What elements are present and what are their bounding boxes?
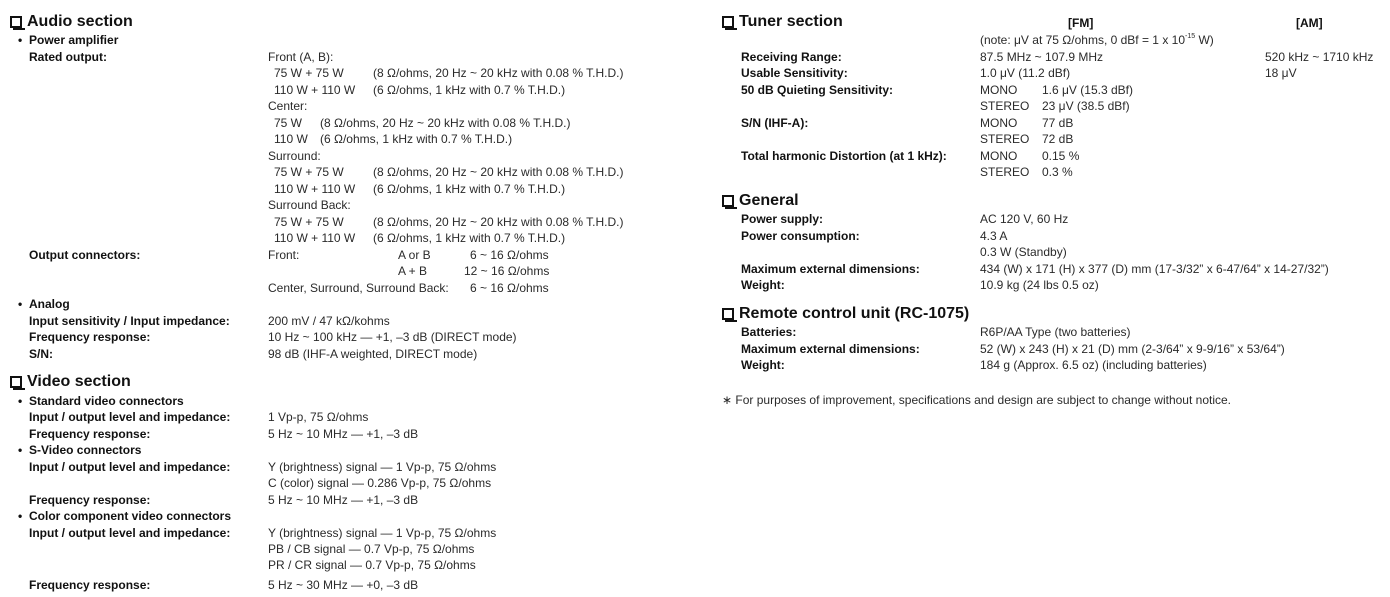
oc-csb-value: 6 ~ 16 Ω/ohms [470,281,549,295]
usable-sensitivity-label: Usable Sensitivity: [741,66,848,80]
surround-back-cond-1: (8 Ω/ohms, 20 Hz ~ 20 kHz with 0.08 % T.H.D.) [373,215,624,229]
quieting-mono-value: 1.6 μV (15.3 dBf) [1042,83,1133,97]
tuner-sn-stereo-value: 72 dB [1042,132,1074,146]
analog-sn-label: S/N: [29,347,53,361]
receiving-range-fm: 87.5 MHz ~ 107.9 MHz [980,50,1104,64]
usable-sensitivity-fm: 1.0 μV (11.2 dBf) [980,66,1071,80]
checkbox-square-icon [10,376,22,388]
remote-section-title: Remote control unit (RC-1075) [739,305,970,322]
remote-dims-label: Maximum external dimensions: [741,342,920,356]
surround-cond-1: (8 Ω/ohms, 20 Hz ~ 20 kHz with 0.08 % T.H.D.) [373,165,624,179]
power-consumption-value-2: 0.3 W (Standby) [980,245,1067,259]
tuner-sn-stereo-label: STEREO [980,132,1030,146]
oc-a-plus-b: A + B [398,264,428,278]
bullet-icon: • [18,394,23,408]
fm-column-header: [FM] [1068,16,1094,30]
checkbox-square-icon [722,195,734,207]
center-power-1: 75 W [274,116,303,130]
analog-freq-label: Frequency response: [29,330,151,344]
front-power-2: 110 W + 110 W [274,83,356,97]
video-section-title: Video section [27,373,131,390]
bullet-icon: • [18,297,23,311]
remote-section-heading [722,304,969,324]
surround-power-1: 75 W + 75 W [274,165,344,179]
usable-sensitivity-am: 18 μV [1265,66,1297,80]
power-consumption-label: Power consumption: [741,229,860,243]
thd-mono-label: MONO [980,149,1018,163]
thd-mono-value: 0.15 % [1042,149,1080,163]
surround-back-power-1: 75 W + 75 W [274,215,344,229]
remote-weight-value: 184 g (Approx. 6.5 oz) (including batteries) [980,358,1207,372]
front-label: Front (A, B): [268,50,334,64]
tuner-section-heading [722,12,843,32]
thd-stereo-label: STEREO [980,165,1030,179]
component-video-subheading: • Color component video connectors [18,509,232,523]
oc-front-label: Front: [268,248,300,262]
std-freq-value: 5 Hz ~ 10 MHz — +1, –3 dB [268,427,419,441]
component-io-value-3: PR / CR signal — 0.7 Vp-p, 75 Ω/ohms [268,558,476,572]
front-cond-1: (8 Ω/ohms, 20 Hz ~ 20 kHz with 0.08 % T.H.D.) [373,66,624,80]
svideo-subheading: • S-Video connectors [18,443,142,457]
output-connectors-label: Output connectors: [29,248,141,262]
tuner-section-title: Tuner section [739,13,843,30]
svideo-freq-label: Frequency response: [29,493,151,507]
power-consumption-value-1: 4.3 A [980,229,1008,243]
checkbox-square-icon [722,16,734,28]
center-label: Center: [268,99,308,113]
component-io-label: Input / output level and impedance: [29,526,231,540]
svideo-freq-value: 5 Hz ~ 10 MHz — +1, –3 dB [268,493,419,507]
general-weight-value: 10.9 kg (24 lbs 0.5 oz) [980,278,1099,292]
standard-video-subheading: • Standard video connectors [18,394,184,408]
oc-a-plus-b-value: 12 ~ 16 Ω/ohms [464,264,550,278]
analog-subheading: • Analog [18,297,70,311]
checkbox-square-icon [722,308,734,320]
oc-csb-label: Center, Surround, Surround Back: [268,281,449,295]
power-supply-value: AC 120 V, 60 Hz [980,212,1069,226]
oc-a-or-b-value: 6 ~ 16 Ω/ohms [470,248,549,262]
std-io-label: Input / output level and impedance: [29,410,231,424]
surround-power-2: 110 W + 110 W [274,182,356,196]
rated-output-label: Rated output: [29,50,107,64]
component-io-value-1: Y (brightness) signal — 1 Vp-p, 75 Ω/ohms [268,526,497,540]
bullet-icon: • [18,509,23,523]
general-weight-label: Weight: [741,278,785,292]
tuner-sn-mono-value: 77 dB [1042,116,1074,130]
quieting-sensitivity-label: 50 dB Quieting Sensitivity: [741,83,894,97]
analog-input-value: 200 mV / 47 kΩ/kohms [268,314,390,328]
bullet-icon: • [18,443,23,457]
center-power-2: 110 W [274,132,308,146]
std-freq-label: Frequency response: [29,427,151,441]
power-supply-label: Power supply: [741,212,824,226]
svideo-io-value-2: C (color) signal — 0.286 Vp-p, 75 Ω/ohms [268,476,492,490]
general-dims-label: Maximum external dimensions: [741,262,920,276]
remote-dims-value: 52 (W) x 243 (H) x 21 (D) mm (2-3/64” x 9-9/16” x 53/64”) [980,342,1285,356]
footnote: ∗ For purposes of improvement, specifications and design are subject to change without notice. [722,393,1231,407]
svideo-io-value-1: Y (brightness) signal — 1 Vp-p, 75 Ω/ohms [268,460,497,474]
tuner-sn-mono-label: MONO [980,116,1018,130]
component-io-value-2: PB / CB signal — 0.7 Vp-p, 75 Ω/ohms [268,542,475,556]
receiving-range-label: Receiving Range: [741,50,842,64]
front-cond-2: (6 Ω/ohms, 1 kHz with 0.7 % T.H.D.) [373,83,566,97]
remote-weight-label: Weight: [741,358,785,372]
front-power-1: 75 W + 75 W [274,66,344,80]
batteries-value: R6P/AA Type (two batteries) [980,325,1131,339]
surround-back-cond-2: (6 Ω/ohms, 1 kHz with 0.7 % T.H.D.) [373,231,566,245]
surround-label: Surround: [268,149,321,163]
audio-section-title: Audio section [27,13,133,30]
video-section-heading [10,372,131,392]
quieting-stereo-value: 23 μV (38.5 dBf) [1042,99,1130,113]
quieting-mono-label: MONO [980,83,1018,97]
surround-back-power-2: 110 W + 110 W [274,231,356,245]
analog-input-label: Input sensitivity / Input impedance: [29,314,230,328]
batteries-label: Batteries: [741,325,797,339]
surround-back-label: Surround Back: [268,198,351,212]
component-freq-label: Frequency response: [29,578,151,592]
quieting-stereo-label: STEREO [980,99,1030,113]
am-column-header: [AM] [1296,16,1323,30]
center-cond-1: (8 Ω/ohms, 20 Hz ~ 20 kHz with 0.08 % T.H.D.) [320,116,571,130]
thd-label: Total harmonic Distortion (at 1 kHz): [741,149,947,163]
analog-sn-value: 98 dB (IHF-A weighted, DIRECT mode) [268,347,478,361]
general-section-heading [722,191,799,211]
general-section-title: General [739,192,799,209]
receiving-range-am: 520 kHz ~ 1710 kHz [1265,50,1374,64]
tuner-note: (note: μV at 75 Ω/ohms, 0 dBf = 1 x $10^{-15}$ W) [980,33,1214,47]
general-dims-value: 434 (W) x 171 (H) x 377 (D) mm (17-3/32” x 6-47/64” x 14-27/32”) [980,262,1329,276]
std-io-value: 1 Vp-p, 75 Ω/ohms [268,410,369,424]
audio-section-heading [10,12,133,32]
thd-stereo-value: 0.3 % [1042,165,1073,179]
center-cond-2: (6 Ω/ohms, 1 kHz with 0.7 % T.H.D.) [320,132,513,146]
svideo-io-label: Input / output level and impedance: [29,460,231,474]
oc-a-or-b: A or B [398,248,431,262]
power-amplifier-subheading: • Power amplifier [18,33,119,47]
checkbox-square-icon [10,16,22,28]
bullet-icon: • [18,33,23,47]
component-freq-value: 5 Hz ~ 30 MHz — +0, –3 dB [268,578,419,592]
tuner-sn-label: S/N (IHF-A): [741,116,809,130]
surround-cond-2: (6 Ω/ohms, 1 kHz with 0.7 % T.H.D.) [373,182,566,196]
analog-freq-value: 10 Hz ~ 100 kHz — +1, –3 dB (DIRECT mode) [268,330,517,344]
